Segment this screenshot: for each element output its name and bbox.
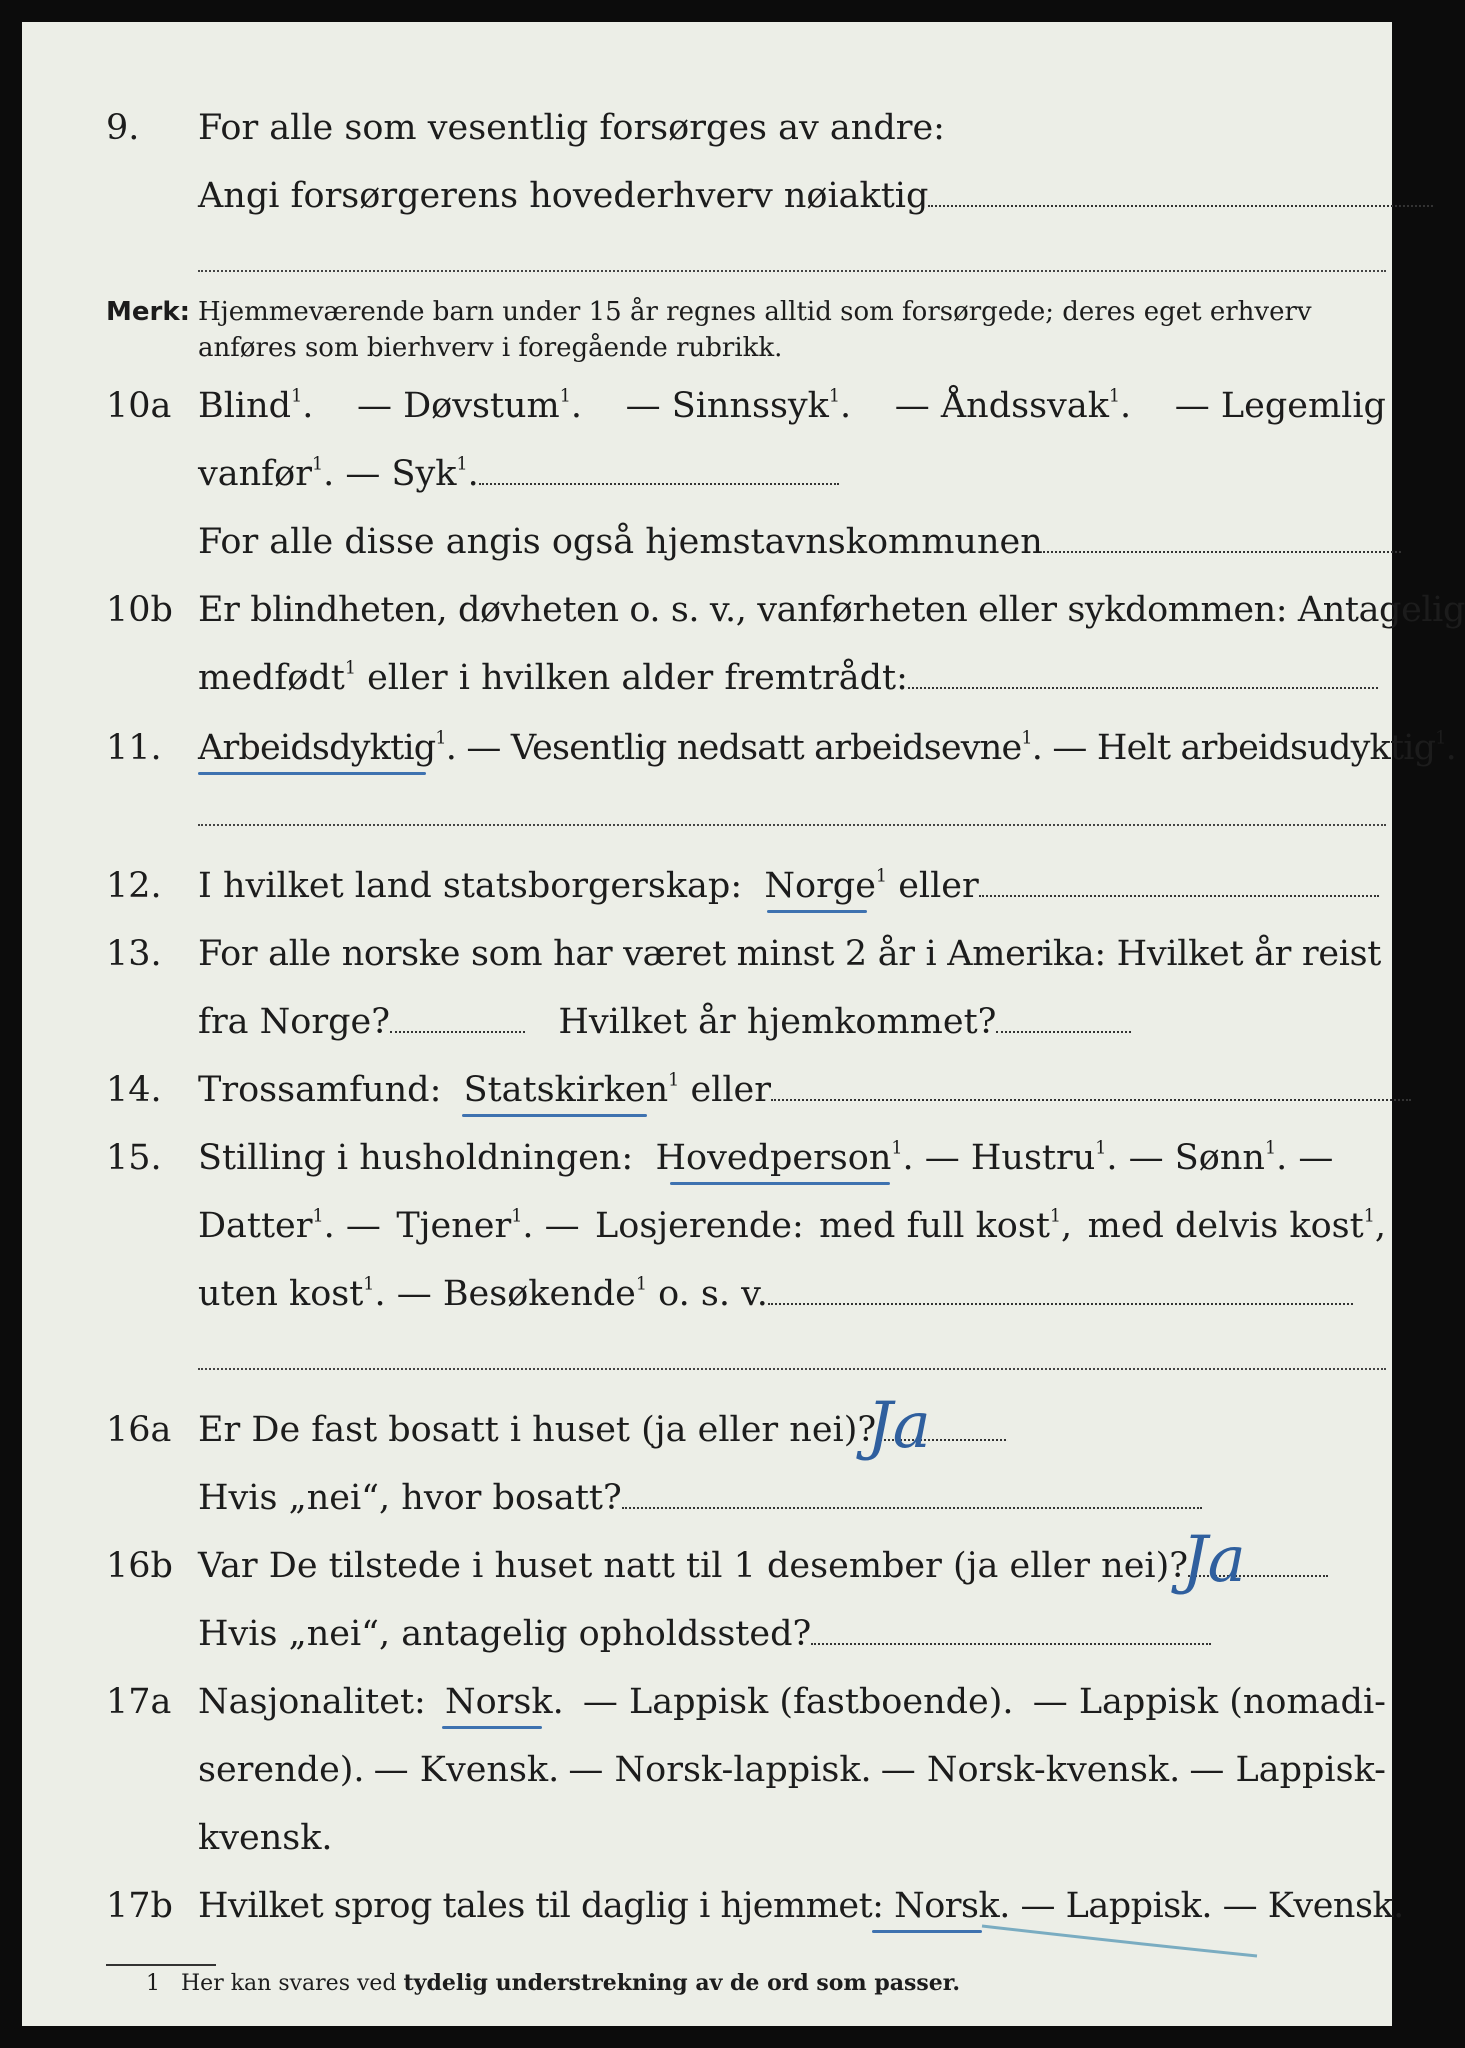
answer-line[interactable]: [198, 1368, 1386, 1370]
note-line-1: Hjemmeværende barn under 15 år regnes alltid som forsørgede; deres eget erhverv: [198, 297, 1312, 327]
option-udyktig[interactable]: . — Helt arbeidsudyktig: [1031, 728, 1436, 768]
option-hovedperson[interactable]: Hovedperson: [655, 1138, 892, 1178]
q15-prompt: Stilling i husholdningen:: [198, 1138, 634, 1178]
option-uten-kost[interactable]: uten kost: [198, 1274, 364, 1314]
q9-text: For alle som vesentlig forsørges av andre:: [198, 108, 945, 148]
option-arbeidsdyktig[interactable]: Arbeidsdyktig: [198, 728, 436, 768]
option-other-languages[interactable]: — Lappisk. — Kvensk.: [1020, 1886, 1404, 1926]
underline-mark: [670, 1182, 890, 1185]
option-statskirken[interactable]: Statskirken: [463, 1070, 669, 1110]
q12-number: 12.: [106, 866, 162, 906]
q13-text: For alle norske som har været minst 2 år i Amerika: Hvilket år reist: [198, 934, 1382, 974]
q10a-options: Blind$^1$. — Døvstum$^1$. — Sinnssyk$^1$. — Åndssvak$^1$. — Legemlig: [198, 386, 1386, 426]
q10b-text: Er blindheten, døvheten o. s. v., vanførheten eller sykdommen: Antagelig: [198, 590, 1465, 630]
footnote-emphasis: tydelig understrekning av de ord som passer.: [403, 1970, 961, 1996]
underline-mark: [462, 1114, 647, 1117]
underline-mark: [442, 1726, 542, 1729]
option-norsk-language[interactable]: Norsk.: [894, 1886, 1010, 1926]
q12-prompt: I hvilket land statsborgerskap:: [198, 866, 743, 906]
q14-number: 14.: [106, 1070, 162, 1110]
option-norsk[interactable]: Norsk.: [444, 1682, 564, 1722]
option-legemlig[interactable]: — Legemlig: [1174, 386, 1386, 426]
ink-stroke: [982, 1922, 1262, 1962]
underline-mark: [872, 1930, 982, 1933]
q17a-number: 17a: [106, 1682, 172, 1722]
option-datter[interactable]: Datter: [198, 1206, 313, 1246]
option-nedsatt[interactable]: . — Vesentlig nedsatt arbeidsevne: [445, 728, 1022, 768]
q16b-number: 16b: [106, 1546, 173, 1586]
q17a-prompt: Nasjonalitet:: [198, 1682, 426, 1722]
year-returned-field[interactable]: [996, 1031, 1131, 1033]
option-medfodt[interactable]: medfødt: [198, 658, 345, 698]
q13-left-prompt: fra Norge?: [198, 1002, 390, 1042]
option-andssvak[interactable]: — Åndssvak: [894, 386, 1109, 426]
option-sonn[interactable]: . — Sønn: [1106, 1138, 1265, 1178]
option-vanfor[interactable]: vanfør: [198, 454, 312, 494]
q17b-number: 17b: [106, 1886, 173, 1926]
answer-line[interactable]: [198, 270, 1386, 272]
q10b-prompt: eller i hvilken alder fremtrådt:: [367, 658, 908, 698]
option-syk[interactable]: — Syk: [345, 454, 457, 494]
option-hustru[interactable]: . — Hustru: [902, 1138, 1096, 1178]
q13-return-prompt: Hvilket år hjemkommet?: [558, 1002, 997, 1042]
handwritten-answer-16b: Ja: [1182, 1523, 1246, 1597]
q14-answer-field[interactable]: [771, 1099, 1411, 1101]
q13-number: 13.: [106, 934, 162, 974]
footnote: [106, 1970, 960, 1996]
q9-answer-field[interactable]: [928, 205, 1433, 207]
answer-line[interactable]: [198, 824, 1386, 826]
option-kvensk[interactable]: — Kvensk.: [373, 1750, 560, 1790]
option-lappisk-kvensk[interactable]: — Lappisk-: [1189, 1750, 1386, 1790]
option-norsk-kvensk[interactable]: — Norsk-kvensk.: [880, 1750, 1181, 1790]
q16b-where-field[interactable]: [811, 1643, 1211, 1645]
q10a-answer-field[interactable]: [479, 483, 839, 485]
q10a-home-prompt: For alle disse angis også hjemstavnskommunen: [198, 522, 1043, 562]
option-lappisk-fastboende[interactable]: — Lappisk (fastboende).: [582, 1682, 1014, 1722]
option-sinnssyk[interactable]: — Sinnssyk: [625, 386, 829, 426]
q15-number: 15.: [106, 1138, 162, 1178]
footnote-rule: [106, 1964, 216, 1966]
handwritten-answer-16a: Ja: [867, 1389, 931, 1463]
underline-mark: [767, 910, 867, 913]
home-municipality-field[interactable]: [1043, 551, 1401, 553]
q10a-number: 10a: [106, 386, 172, 426]
option-norge[interactable]: Norge: [764, 866, 876, 906]
option-besokende[interactable]: . — Besøkende: [374, 1274, 636, 1314]
option-losjerende: Losjerende:: [595, 1206, 804, 1246]
note-label: Merk:: [106, 297, 191, 327]
q12-or: eller: [898, 866, 979, 906]
footnote-mark: 1: [146, 1971, 160, 1996]
q15-answer-field[interactable]: [768, 1303, 1353, 1305]
q16a-where-prompt: Hvis „nei“, hvor bosatt?: [198, 1478, 622, 1518]
q16a-prompt: Er De fast bosatt i huset (ja eller nei)?: [198, 1410, 877, 1450]
q10b-number: 10b: [106, 590, 173, 630]
option-full-kost[interactable]: med full kost: [819, 1206, 1050, 1246]
footnote-text: Her kan svares ved: [181, 1971, 397, 1996]
q9-prompt: Angi forsørgerens hovederhverv nøiaktig: [198, 176, 929, 216]
underline-mark: [198, 772, 426, 775]
q10b-answer-field[interactable]: [908, 687, 1378, 689]
option-delvis-kost[interactable]: med delvis kost: [1087, 1206, 1364, 1246]
q14-prompt: Trossamfund:: [198, 1070, 442, 1110]
year-left-field[interactable]: [390, 1031, 525, 1033]
q12-answer-field[interactable]: [979, 895, 1379, 897]
option-tjener[interactable]: Tjener: [396, 1206, 512, 1246]
q11-number: 11.: [106, 728, 162, 768]
option-dovstum[interactable]: — Døvstum: [356, 386, 560, 426]
option-lappisk-nomadiserende[interactable]: — Lappisk (nomadi-: [1032, 1682, 1386, 1722]
q17b-prompt: Hvilket sprog tales til daglig i hjemmet:: [198, 1886, 884, 1926]
q16a-where-field[interactable]: [622, 1507, 1202, 1509]
q16a-number: 16a: [106, 1410, 172, 1450]
q14-or: eller: [690, 1070, 771, 1110]
option-norsk-lappisk[interactable]: — Norsk-lappisk.: [568, 1750, 872, 1790]
q16b-prompt: Var De tilstede i huset natt til 1 desember (ja eller nei)?: [198, 1546, 1189, 1586]
q16b-where-prompt: Hvis „nei“, antagelig opholdssted?: [198, 1614, 812, 1654]
census-form-page: 9. For alle som vesentlig forsørges av andre: Angi forsørgerens hovederhverv nøiaktig Merk: Hjemmeværende barn under 15 år regnes alltid som forsørgede; deres eget erhverv anføres som bierhverv i foregående rubrikk. 10a Blind$^1$. — Døvstum$^1$. — Sinnssyk$^1$. — Åndssvak$^1$. — Legemlig vanfør$^1$. — Syk$^1$. For alle disse angis også hjemstavnskommunen 10b Er blindheten, døvheten o. s. v., vanførheten eller sykdommen: Antagelig medfødt$^1$ eller i hvilken alder fremtrådt: 11. Arbeidsdyktig$^1$. — Vesentlig nedsatt arbeidsevne$^1$. — Helt arbeidsudyktig$^1$. 12. I hvilket land statsborgerskap: Norge$^1$ eller 13. For alle norske som har været minst 2 år i Amerika: Hvilket år reist fra Norge? Hvilket år hjemkommet? 14. Trossamfund: Statskirken$^1$ eller 15. Stilling i husholdningen: Hovedperson$^1$. — Hustru$^1$. — Sønn$^1$. — Datter$^1$. — Tjener$^1$. — Losjerende: med full kost$^1$, med delvis kost$^1$, uten kost$^1$. — Besøkende$^1$ o. s. v. 16a Er De fast bosatt i huset (ja eller nei)? Ja Hvis „nei“, hvor bosatt? 16b Var De tilstede i huset natt til 1 desember (ja eller nei)? Ja Hvis „nei“, antagelig opholdssted? 17a Nasjonalitet: Norsk. — Lappisk (fastboende). — Lappisk (nomadi- serende). — Kvensk. — Norsk-lappisk. — Norsk-kvensk. — Lappisk- kvensk. 17b Hvilket sprog tales til daglig i hjemmet: Norsk. — Lappisk. — Kvensk. 1 Her kan svares ved tydelig understrekning av de ord som passer.: [22, 22, 1392, 2026]
q9-number: 9.: [106, 108, 140, 148]
option-blind[interactable]: Blind: [198, 386, 292, 426]
note-line-2: anføres som bierhverv i foregående rubrikk.: [198, 333, 783, 363]
note: [106, 294, 1396, 363]
